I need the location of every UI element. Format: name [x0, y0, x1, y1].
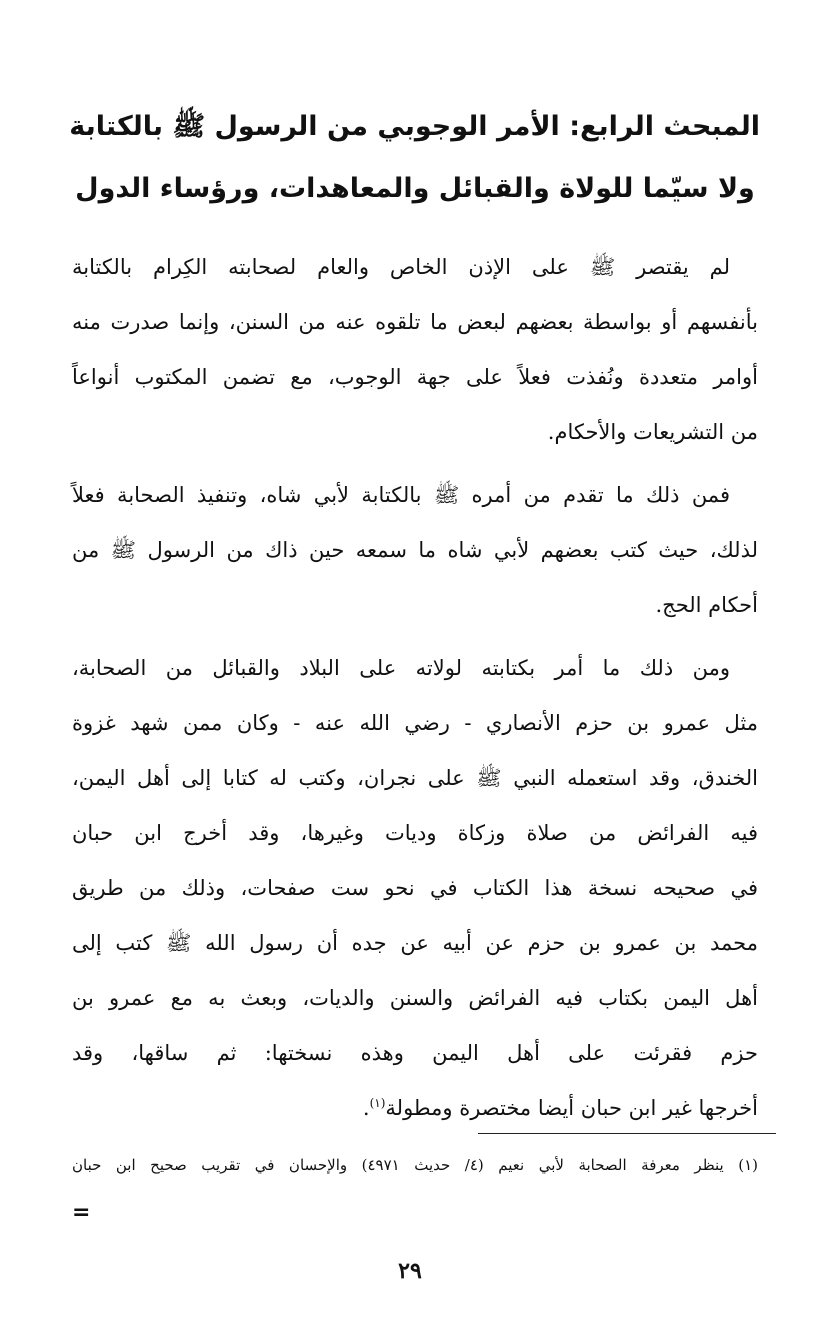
paragraph: [72, 641, 758, 1136]
text-line: فمن ذلك ما تقدم من أمره ﷺ بالكتابة لأبي شاه، وتنفيذ الصحابة فعلاً: [72, 483, 730, 507]
text-line: أهل اليمن بكتاب فيه الفرائض والسنن والديات، وبعث به مع عمرو بن: [72, 986, 758, 1010]
text-line: في صحيحه نسخة هذا الكتاب في نحو ست صفحات، وذلك من طريق: [72, 876, 758, 900]
footnote-marker[interactable]: (١): [369, 1096, 386, 1110]
paragraph-gap: [72, 633, 758, 641]
paragraph: [72, 468, 758, 633]
text-line: الخندق، وقد استعمله النبي ﷺ على نجران، وكتب له كتابا إلى أهل اليمن،: [72, 766, 758, 790]
text-line: مثل عمرو بن حزم الأنصاري - رضي الله عنه - وكان ممن شهد غزوة: [72, 711, 758, 735]
text-line: أخرجها غير ابن حبان أيضا مختصرة ومطولة: [385, 1096, 758, 1120]
text-line: حزم فقرئت على أهل اليمن وهذه نسختها: ثم ساقها، وقد: [72, 1041, 758, 1065]
text-line-final: [72, 1081, 758, 1136]
section-heading: [70, 96, 760, 220]
text-line: لم يقتصر ﷺ على الإذن الخاص والعام لصحابته الكِرام بالكتابة: [72, 255, 730, 279]
text-line: لذلك، حيث كتب بعضهم لأبي شاه ما سمعه حين ذاك من الرسول ﷺ من: [72, 538, 758, 562]
end-punctuation: .: [362, 1096, 370, 1120]
text-line: بأنفسهم أو بواسطة بعضهم لبعض ما تلقوه عنه من السنن، وإنما صدرت منه: [72, 310, 758, 334]
text-line: أوامر متعددة ونُفذت فعلاً على جهة الوجوب، مع تضمن المكتوب أنواعاً: [72, 365, 758, 389]
body-text: [72, 240, 758, 1136]
footnote: (١) ينظر معرفة الصحابة لأبي نعيم (٤/ حديث ٤٩٧١) والإحسان في تقريب صحيح ابن حبان: [72, 1156, 758, 1174]
paragraph: [72, 240, 758, 460]
footnote-separator: [478, 1133, 776, 1134]
text-line: أحكام الحج.: [655, 593, 758, 617]
text-line: من التشريعات والأحكام.: [547, 420, 758, 444]
heading-line: ولا سيّما للولاة والقبائل والمعاهدات، ورؤساء الدول: [75, 173, 755, 204]
text-line: محمد بن عمرو بن حزم عن أبيه عن جده أن رسول الله ﷺ كتب إلى: [72, 931, 758, 955]
text-line: فيه الفرائض من صلاة وزكاة وديات وغيرها، وقد أخرج ابن حبان: [72, 821, 758, 845]
paragraph-gap: [72, 460, 758, 468]
heading-line: المبحث الرابع: الأمر الوجوبي من الرسول ﷺ بالكتابة: [69, 111, 760, 142]
text-line: ومن ذلك ما أمر بكتابته لولاته على البلاد والقبائل من الصحابة،: [72, 656, 730, 680]
footnote-continuation-mark: =: [72, 1200, 91, 1225]
page-number: ٢٩: [398, 1258, 422, 1284]
